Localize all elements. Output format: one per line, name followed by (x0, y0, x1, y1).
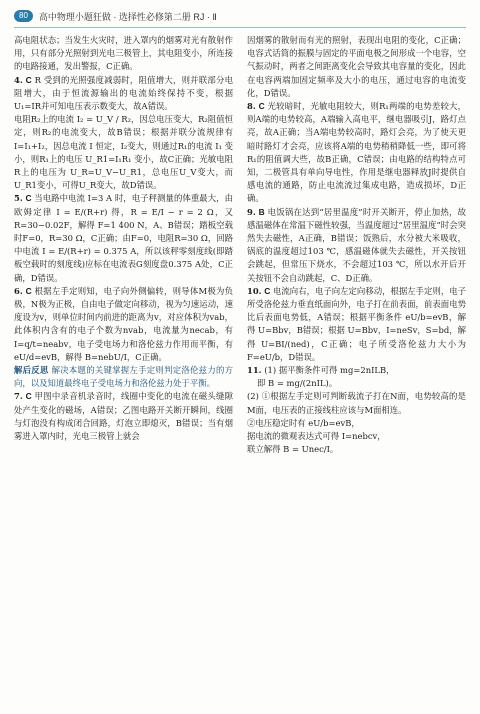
right-column (247, 34, 466, 714)
page-number: 80 (14, 10, 33, 22)
answer-letter: C (25, 74, 32, 85)
paragraph-text: 联立解得 B = Unec/I。 (247, 444, 339, 455)
reflection-title: 解后反思 (14, 365, 49, 376)
answer-item (247, 100, 466, 206)
answer-letter: C (25, 391, 32, 402)
answer-item (14, 390, 233, 443)
paragraph-text: (1) 据平衡条件可得 mg=2nILB， (264, 365, 395, 376)
answer-item (247, 285, 466, 364)
answer-item (247, 364, 466, 377)
answer-letter: C (264, 285, 271, 296)
question-number: 9. (247, 206, 256, 217)
question-number: 4. (14, 74, 23, 85)
question-number: 6. (14, 285, 23, 296)
question-number: 5. (14, 193, 23, 204)
content-columns (14, 34, 466, 714)
answer-letter: C (25, 285, 32, 296)
question-number: 8. (247, 101, 256, 112)
paragraph (247, 377, 466, 390)
answer-item (14, 285, 233, 364)
left-column (14, 34, 233, 714)
paragraph (247, 443, 466, 456)
paragraph (14, 113, 233, 192)
paragraph-text: ②电压稳定时有 eU/b=evB， (247, 417, 360, 428)
paragraph-text: 即 B = mg/(2nIL)。 (257, 378, 338, 389)
paragraph (14, 34, 233, 74)
paragraph-text: 甲图中录音机录音时，线圈中变化的电流在磁头缝隙处产生变化的磁场，A错误；乙图电路开关断开瞬间，线圈与灯泡没有构成闭合回路，灯泡立即熄灭，B错误；当有烟雾进入罩内时，光电三极管上就会 (14, 391, 233, 442)
paragraph-text: 根据左手定则知，电子向外侧偏转，则导体M极为负极，N极为正极，自由电子做定向移动，视为匀速运动，速度设为v，则单位时间内前进的距离为v，对应体积为vab，此体积内含有的电子个数为nvab，电流量为necab，有 I=q/t=neabv，电子受电场力和洛伦兹力作用而平衡，有 eU/d=evB，解得 B=nebU/I，C正确。 (14, 285, 233, 362)
paragraph-text: 解决本题的关键掌握左手定则判定洛伦兹力的方向，以及知道最终电子受电场力和洛伦兹力处于平衡。 (14, 365, 234, 389)
reflection-note (14, 364, 233, 390)
answer-item (14, 74, 233, 114)
paragraph-text: (2) ①根据左手定则可判断载流子打在N面，电势较高的是M面，电压表的正接线柱应该与M面相连。 (247, 391, 466, 415)
paragraph (247, 390, 466, 416)
question-number: 11. (247, 365, 262, 376)
paragraph-text: 电饭锅在达到“居里温度”时开关断开，停止加热，故感温磁体在常温下磁性较强，当温度超过“居里温度”时会突然失去磁性，A正确，B错误；饭熟后，水分被大米吸收，锅底的温度超过103 ℃，感温磁体就失去磁性，开关按钮会跳起，但常压下烧水，不会超过103 ℃，所以水开后开关按钮不会自动跳起，C、D正确。 (247, 206, 466, 283)
paragraph-text: 光较暗时，光敏电阻较大，则R₁两端的电势差较大，则A端的电势较高，A端输入高电平，继电器吸引J，路灯点亮，故A正确；当A端电势较高时，路灯会亮，为了使天更暗时路灯才会亮，应该将A端的电势稍稍降低一些，即可将R₁的阻值调大些，故B正确，C错误；由电路的结构特点可知，二极管具有单向导电性，作用是继电器释放J时提供自感电流的通路，防止电流流过集成电路，造成损坏，D正确。 (247, 101, 466, 204)
paragraph-text: 高电阻状态；当发生火灾时，进入罩内的烟雾对光有散射作用，只有部分光照射到光电三极管上，其电阻变小，所连接的电路接通，发出警报，C正确。 (14, 35, 233, 72)
paragraph-text: R 受到的光照强度减弱时，阻值增大，则并联部分电阻增大，由于恒流源输出的电流始终保持不变，根据U₁=IR并可知电压表示数变大，故A错误。 (14, 74, 233, 112)
answer-letter: C (25, 193, 32, 204)
paragraph-text: 因烟雾的散射而有光的照射，表现出电阻的变化，C正确；电容式话筒的振膜与固定的平面电极之间形成一个电容，空气振动时，两者之间距离变化会导致其电容量的变化，因此在电容两端加固定频率及大小的电压，通过电容的电流变化，D错误。 (247, 35, 466, 98)
paragraph (247, 34, 466, 100)
page-header (14, 8, 466, 28)
answer-item (247, 206, 466, 285)
question-number: 7. (14, 391, 23, 402)
paragraph-text: 电阻R₂上的电流 I₂ = U_V / R₂，因总电压变大，R₂阻值恒定，则R₂的电流变大，故B错误；根据并联分流规律有 I=I₁+I₂，因总电流 I 恒定，I₂变大，则通过R₁的电流 I₁ 变小，则R₁上的电压 U_R1=I₁R₁ 变小，故C正确；光敏电阻R上的电压为 U_R=U_V−U_R1，总电压U_V变大，而U_R1变小，可得U_R变大，故D错误。 (14, 114, 233, 191)
answer-letter: B (258, 206, 265, 217)
book-title: 高中物理小题狂做 · 选择性必修第二册 RJ · Ⅱ (38, 11, 217, 22)
paragraph (247, 430, 466, 443)
paragraph-text: 据电流的微观表达式可得 I=nebcv， (247, 431, 386, 442)
answer-letter: C (258, 101, 265, 112)
question-number: 10. (247, 285, 262, 296)
paragraph (247, 417, 466, 430)
paragraph-text: 当电路中电流 I=3 A 时，电子秤测量的体重最大，由欧姆定律 I = E/(R+r) 得，R = E/I − r = 2 Ω，又R=30−0.02F，解得 F=1 400 N，A、B错误；踏板空载时F=0，R=30 Ω，C正确；由F=0，电阻R=30 Ω，回路中电流 I = E/(R+r) = 0.375 A，所以该秤零刻度线(即踏板空载时的刻度线)应标在电流表G刻度盘0.375 A处，C正确，D错误。 (14, 193, 233, 283)
paragraph-text: 电流向右，电子向左定向移动，根据左手定则，电子所受洛伦兹力垂直纸面向外，电子打在前表面，前表面电势比后表面电势低，A错误；根据平衡条件 eU/b=evB，解得 U=Bbv，B错误；根据 U=Bbv，I=neSv，S=bd，解得 U=BI/(ned)，C正确；电子所受洛伦兹力大小为 F=eU/b，D错误。 (247, 285, 466, 362)
answer-item (14, 192, 233, 284)
